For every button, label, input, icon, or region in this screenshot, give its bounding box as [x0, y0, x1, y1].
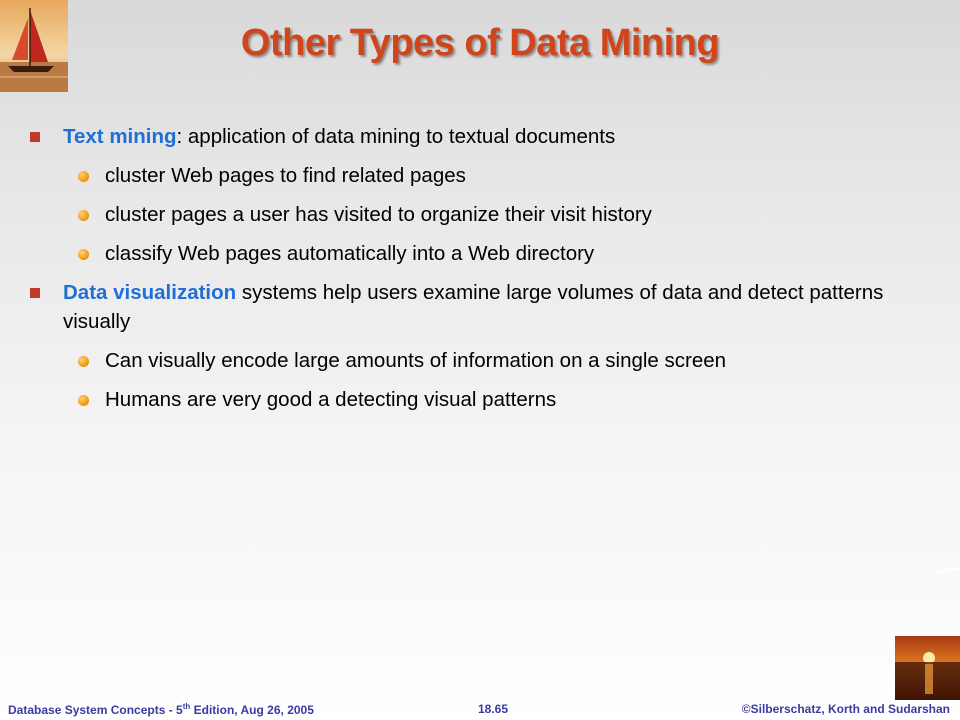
- keyword-text-mining: Text mining: [63, 125, 177, 148]
- bullet-text: systems help users examine large volumes of data and detect patterns visually: [63, 281, 884, 333]
- dot-bullet-icon: [78, 249, 89, 260]
- footer-copyright: ©Silberschatz, Korth and Sudarshan: [741, 702, 950, 716]
- dot-bullet-icon: [78, 171, 89, 182]
- slide-content: [28, 122, 938, 424]
- footer-edition: Edition, Aug 26, 2005: [190, 703, 314, 717]
- sub-bullet-text: Can visually encode large amounts of information on a single screen: [105, 349, 727, 372]
- sub-bullet-text: Humans are very good a detecting visual patterns: [105, 388, 557, 411]
- decorative-swoosh-icon: [935, 568, 960, 581]
- slide-title: Other Types of Data Mining: [240, 22, 720, 64]
- square-bullet-icon: [30, 132, 40, 142]
- sub-bullet: [28, 239, 938, 268]
- bullet-text: : application of data mining to textual documents: [176, 125, 616, 148]
- sunset-image-icon: [895, 636, 960, 700]
- sub-bullet: [28, 161, 938, 190]
- sub-bullet-text: cluster pages a user has visited to organize their visit history: [105, 203, 652, 226]
- square-bullet-icon: [30, 288, 40, 298]
- bullet-data-visualization: [28, 278, 938, 336]
- footer-page-number: 18.65: [478, 702, 509, 716]
- sub-bullet: [28, 346, 938, 375]
- sub-bullet: [28, 385, 938, 414]
- keyword-data-visualization: Data visualization: [63, 281, 237, 304]
- footer-left: [8, 702, 314, 717]
- sub-bullet: [28, 200, 938, 229]
- footer-book-title: Database System Concepts - 5: [8, 703, 183, 717]
- footer-superscript: th: [182, 702, 191, 711]
- dot-bullet-icon: [78, 210, 89, 221]
- bullet-text-mining: [28, 122, 938, 151]
- sub-bullet-text: cluster Web pages to find related pages: [105, 164, 466, 187]
- sub-bullet-text: classify Web pages automatically into a Web directory: [105, 242, 595, 265]
- dot-bullet-icon: [78, 395, 89, 406]
- dot-bullet-icon: [78, 356, 89, 367]
